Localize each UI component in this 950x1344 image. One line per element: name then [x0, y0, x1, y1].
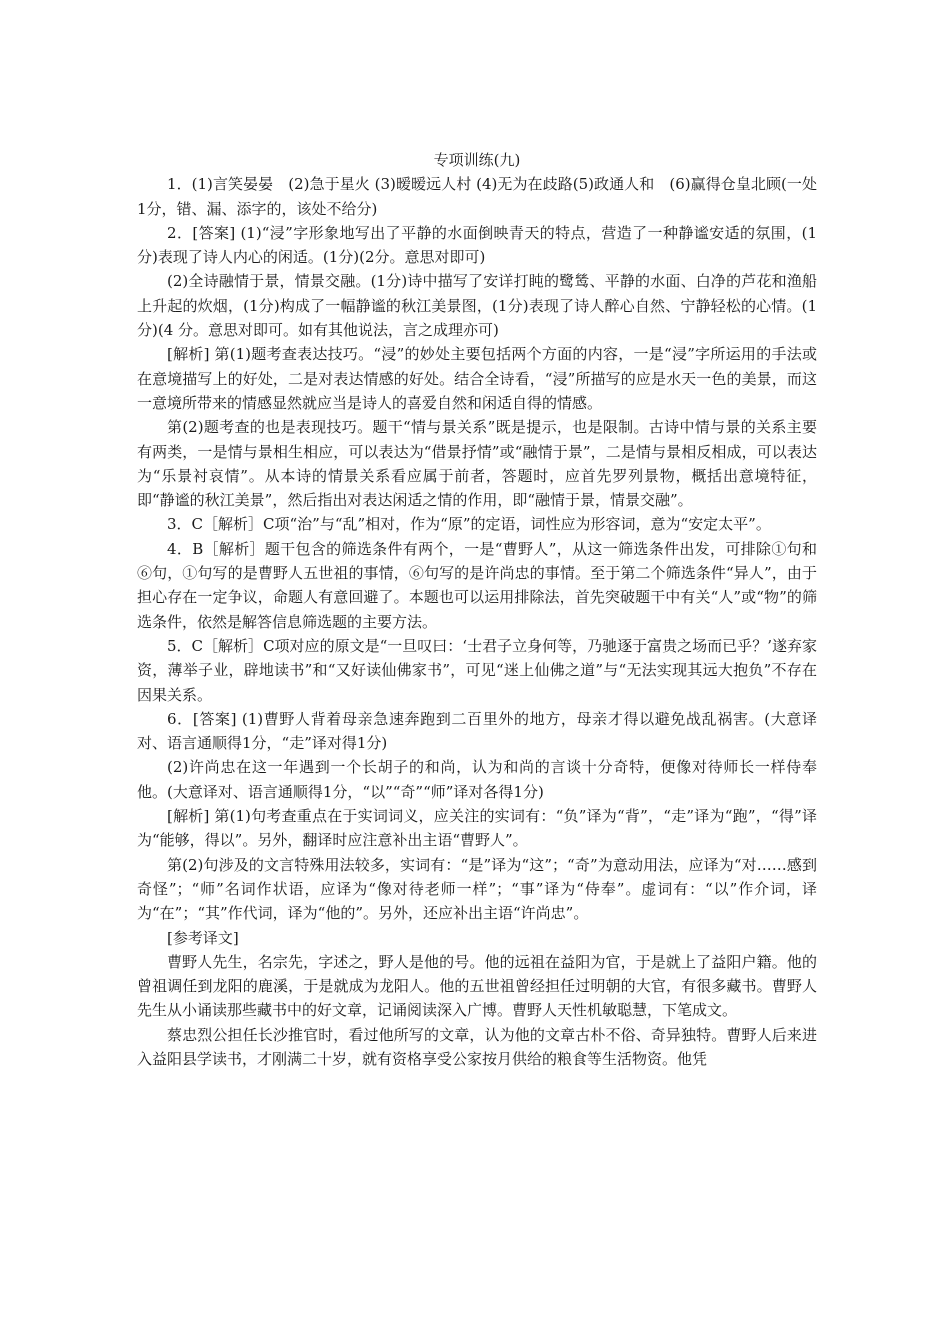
- answer-6-part-1: 6．[答案] (1)曹野人背着母亲急速奔跑到二百里外的地方，母亲才得以避免战乱祸害。(大意译对、语言通顺得1分，“走”译对得1分): [137, 709, 817, 753]
- answer-3: 3．C［解析］C项“治”与“乱”相对，作为“原”的定语，词性应为形容词，意为“安定太平”。: [167, 515, 771, 534]
- analysis-2-part-2: 第(2)题考查的也是表现技巧。题干“情与景关系”既是提示，也是限制。古诗中情与景的关系主要有两类，一是情与景相生相应，可以表达为“借景抒情”或“融情于景”，二是情与景相反相成，可以表达为“乐景衬哀情”。从本诗的情景关系看应属于前者，答题时，应首先罗列景物，概括出意境特征，即“静谧的秋江美景”，然后指出对表达闲适之情的作用，即“融情于景，情景交融”。: [137, 418, 817, 510]
- document-page: [137, 148, 817, 1071]
- answer-2-part-2: (2)全诗融情于景，情景交融。(1分)诗中描写了安详打盹的鹭鸶、平静的水面、白净的芦花和渔船上升起的炊烟，(1分)构成了一幅静谧的秋江美景图，(1分)表现了诗人醉心自然、宁静轻松的心情。(1分)(4 分。意思对即可。如有其他说法，言之成理亦可): [137, 272, 817, 340]
- answer-5: 5．C［解析］C项对应的原文是“一旦叹曰：‘士君子立身何等，乃驰逐于富贵之场而已乎？’遂弃家资，薄举子业，辟地读书”和“又好读仙佛家书”，可见“迷上仙佛之道”与“无法实现其远大抱负”不存在因果关系。: [137, 636, 817, 704]
- document-title: 专项训练(九): [433, 151, 521, 169]
- analysis-6-part-1: [解析] 第(1)句考查重点在于实词词义，应关注的实词有：“负”译为“背”，“走”译为“跑”，“得”译为“能够，得以”。另外，翻译时应注意补出主语“曹野人”。: [137, 807, 817, 850]
- answer-2-part-1: 2．[答案] (1)“浸”字形象地写出了平静的水面倒映青天的特点，营造了一种静谧安适的氛围，(1分)表现了诗人内心的闲适。(1分)(2分。意思对即可): [137, 223, 817, 267]
- analysis-2-part-1: [解析] 第(1)题考查表达技巧。“浸”的妙处主要包括两个方面的内容，一是“浸”字所运用的手法或在意境描写上的好处，二是对表达情感的好处。结合全诗看，“浸”所描写的应是水天一色的美景，而这一意境所带来的情感显然就应当是诗人的喜爱自然和闲适自得的情感。: [137, 345, 817, 412]
- answer-6-part-2: (2)许尚忠在这一年遇到一个长胡子的和尚，认为和尚的言谈十分奇特，便像对待师长一样侍奉他。(大意译对、语言通顺得1分，“以”“奇”“师”译对各得1分): [137, 758, 817, 801]
- translation-paragraph-2: 蔡忠烈公担任长沙推官时，看过他所写的文章，认为他的文章古朴不俗、奇异独特。曹野人后来进入益阳县学读书，才刚满二十岁，就有资格享受公家按月供给的粮食等生活物资。他凭: [137, 1025, 817, 1068]
- answer-4: 4．B［解析］题干包含的筛选条件有两个，一是“曹野人”，从这一筛选条件出发，可排除①句和⑥句，①句写的是曹野人五世祖的事情，⑥句写的是许尚忠的事情。至于第二个筛选条件“异人”，由于担心存在一定争议，命题人有意回避了。本题也可以运用排除法，首先突破题干中有关“人”或“物”的筛选条件，依然是解答信息筛选题的主要方法。: [137, 539, 817, 631]
- analysis-6-part-2: 第(2)句涉及的文言特殊用法较多，实词有：“是”译为“这”；“奇”为意动用法，应译为“对……感到奇怪”；“师”名词作状语，应译为“像对待老师一样”；“事”译为“侍奉”。虚词有：“以”作介词，译为“在”；“其”作代词，译为“他的”。另外，还应补出主语“许尚忠”。: [137, 855, 817, 923]
- answer-1: 1．(1)言笑晏晏 (2)急于星火 (3)暧暧远人村 (4)无为在歧路(5)政通人和 (6)赢得仓皇北顾(一处1分，错、漏、添字的，该处不给分): [137, 175, 817, 218]
- translation-paragraph-1: 曹野人先生，名宗先，字述之，野人是他的号。他的远祖在益阳为官，于是就上了益阳户籍。他的曾祖调任到龙阳的鹿溪，于是就成为龙阳人。他的五世祖曾经担任过明朝的大官，有很多藏书。曹野人先生从小诵读那些藏书中的好文章，记诵阅读深入广博。曹野人天性机敏聪慧，下笔成文。: [137, 952, 817, 1020]
- reference-translation-heading: [参考译文]: [167, 928, 239, 947]
